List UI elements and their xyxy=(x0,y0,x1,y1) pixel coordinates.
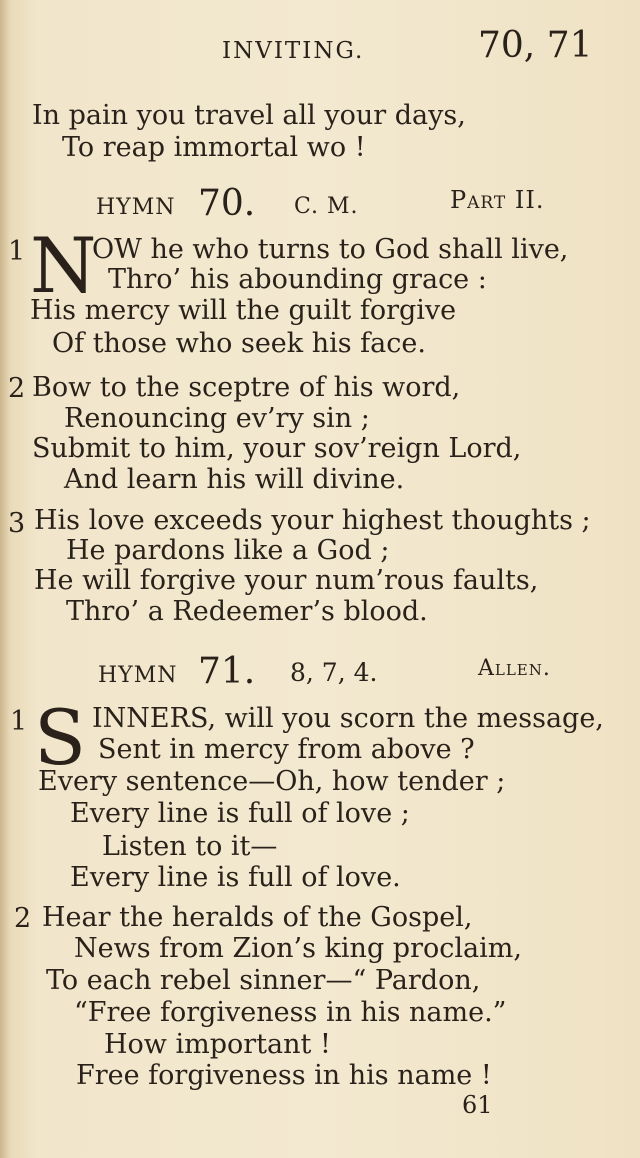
verse-line: Submit to him, your sov’reign Lord, xyxy=(32,433,522,464)
verse-line: Listen to it— xyxy=(102,831,278,862)
verse-number: 1 xyxy=(10,706,28,737)
verse-number: 2 xyxy=(8,373,26,404)
verse-line: Renouncing ev’ry sin ; xyxy=(64,403,370,434)
page-hymn-numbers: 70, 71 xyxy=(478,25,593,66)
verse-line: Every line is full of love ; xyxy=(70,798,410,829)
hymn-meter: 8, 7, 4. xyxy=(290,658,378,687)
hymn-number: 71. xyxy=(198,651,256,692)
verse-line: To each rebel sinner—“ Pardon, xyxy=(46,965,481,996)
verse-line: He will forgive your num’rous faults, xyxy=(34,565,539,596)
hymn-label: HYMN xyxy=(96,195,176,220)
verse-line: His love exceeds your highest thoughts ; xyxy=(34,505,591,536)
verse-line: Bow to the sceptre of his word, xyxy=(32,372,461,403)
hymn-meter: C. M. xyxy=(294,194,359,219)
verse-line: Sent in mercy from above ? xyxy=(98,734,475,765)
verse-line: Every sentence—Oh, how tender ; xyxy=(38,766,506,797)
page-number: 61 xyxy=(462,1091,493,1119)
verse-line: INNERS, will you scorn the message, xyxy=(92,703,604,734)
verse-number: 2 xyxy=(14,903,32,934)
page-gutter-edge xyxy=(0,0,10,1158)
drop-cap: N xyxy=(30,221,97,310)
drop-cap: S xyxy=(34,693,87,782)
intro-line: In pain you travel all your days, xyxy=(32,100,466,131)
hymn-number: 70. xyxy=(198,183,256,224)
hymn-tune: Part II. xyxy=(450,186,545,214)
verse-line: And learn his will divine. xyxy=(64,464,405,495)
verse-line: How important ! xyxy=(104,1029,331,1060)
verse-line: He pardons like a God ; xyxy=(66,535,390,566)
verse-number: 1 xyxy=(8,236,26,267)
hymn-tune: Allen. xyxy=(478,656,551,681)
running-head: INVITING. xyxy=(222,38,365,64)
verse-line: Thro’ his abounding grace : xyxy=(108,264,487,295)
verse-line: Thro’ a Redeemer’s blood. xyxy=(66,596,428,627)
verse-line: His mercy will the guilt forgive xyxy=(30,295,457,326)
verse-line: Hear the heralds of the Gospel, xyxy=(42,902,473,933)
verse-number: 3 xyxy=(8,508,26,539)
verse-line: OW he who turns to God shall live, xyxy=(92,234,569,265)
hymn-label: HYMN xyxy=(98,663,178,688)
verse-line: Free forgiveness in his name ! xyxy=(76,1060,492,1091)
intro-line: To reap immortal wo ! xyxy=(62,132,366,163)
verse-line: Every line is full of love. xyxy=(70,862,401,893)
verse-line: “Free forgiveness in his name.” xyxy=(74,997,507,1028)
verse-line: News from Zion’s king proclaim, xyxy=(74,933,522,964)
verse-line: Of those who seek his face. xyxy=(52,328,426,359)
